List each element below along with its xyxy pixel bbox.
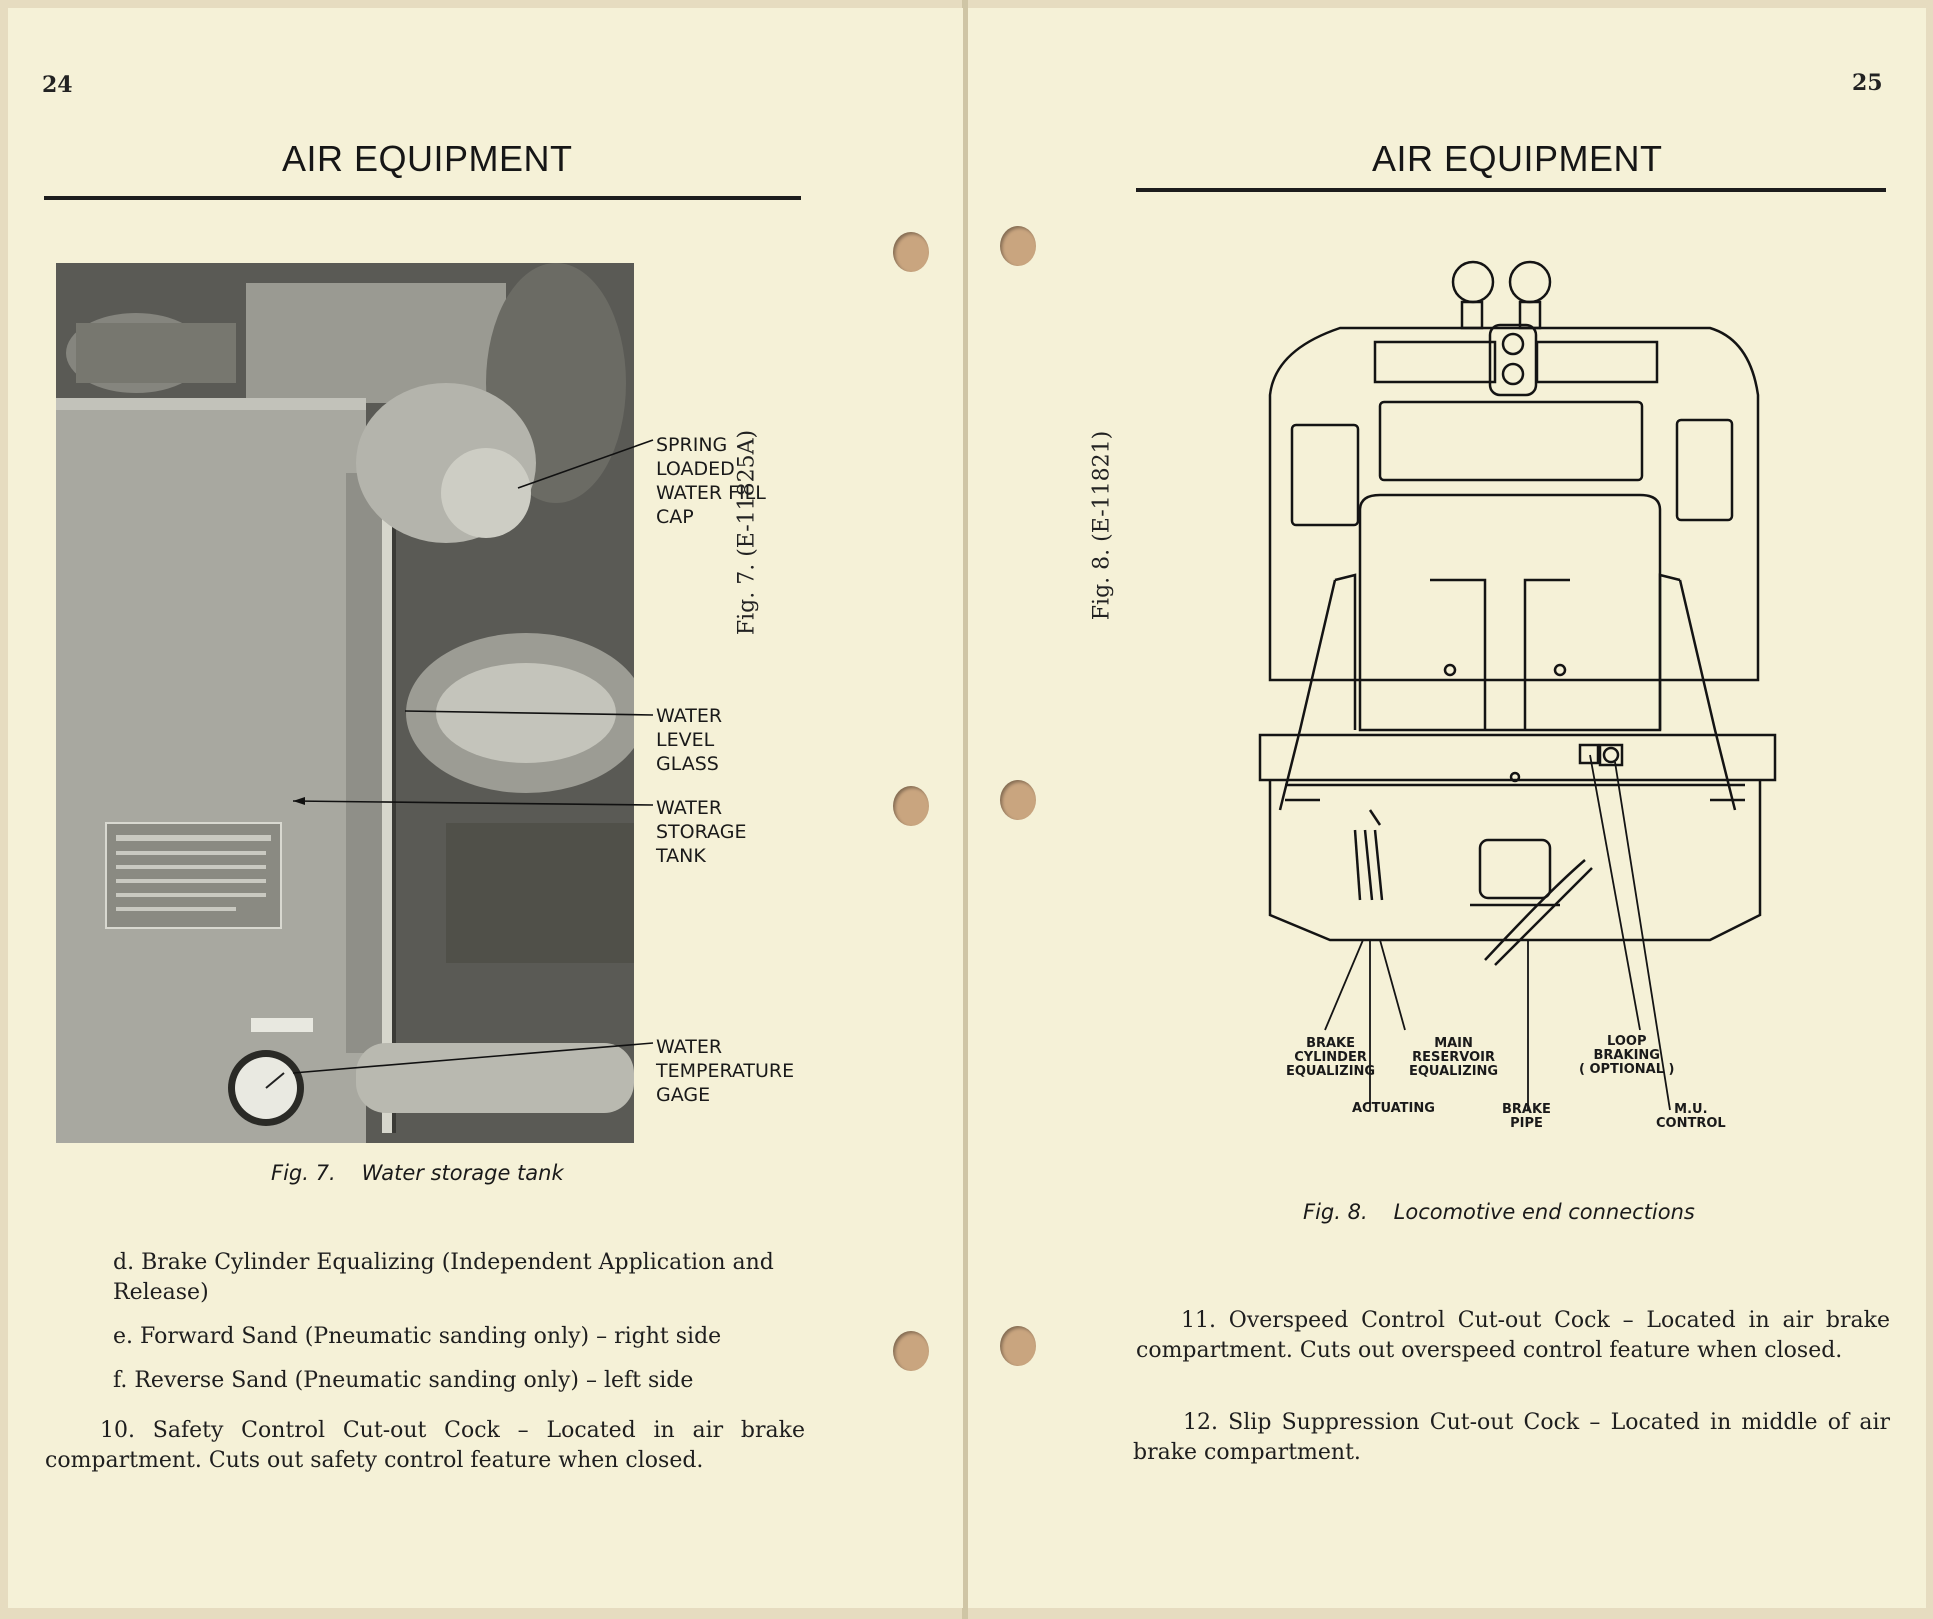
callout-water-temperature-gage: WATER TEMPERATURE GAGE [656, 1036, 795, 1106]
label-actuating: ACTUATING [1352, 1101, 1435, 1116]
list-item-text: Reverse Sand (Pneumatic sanding only) – left side [134, 1368, 694, 1393]
list-item-label: f. [113, 1368, 128, 1393]
binder-hole-left-3 [893, 1331, 929, 1371]
binder-hole-left-1 [893, 232, 929, 272]
list-item-text: Forward Sand (Pneumatic sanding only) – right side [140, 1324, 722, 1349]
page-header-left: AIR EQUIPMENT [282, 138, 573, 179]
figure-7-caption-text: Water storage tank [361, 1161, 564, 1185]
list-item-text: Brake Cylinder Equalizing (Independent Application and Release) [113, 1250, 774, 1305]
figure-8-vertical-label: Fig. 8. (E-11821) [1089, 430, 1115, 621]
figure-8-caption-text: Locomotive end connections [1393, 1200, 1695, 1224]
paragraph-11: 11. Overspeed Control Cut-out Cock – Located in air brake compartment. Cuts out overspeed control feature when closed. [1136, 1308, 1890, 1363]
list-item-label: e. [113, 1324, 134, 1349]
figure-7-caption [271, 1161, 564, 1185]
list-item-e [113, 1322, 803, 1352]
figure-8-caption [1303, 1200, 1695, 1224]
left-page [8, 8, 963, 1608]
callout-spring-loaded-fill-cap: SPRING LOADED WATER FILL CAP [656, 434, 766, 528]
page-number-right: 25 [1852, 70, 1883, 96]
figure-8-caption-label: Fig. 8. [1303, 1200, 1368, 1224]
figure-7-caption-label: Fig. 7. [271, 1161, 336, 1185]
callout-leaders [8, 8, 963, 1208]
list-item-label: d. [113, 1250, 135, 1275]
figure-7-vertical-label: Fig. 7. (E-11825A) [734, 429, 760, 636]
list-item-d [113, 1248, 803, 1308]
label-brake-pipe: BRAKE PIPE [1502, 1102, 1551, 1131]
label-main-reservoir-equalizing: MAIN RESERVOIR EQUALIZING [1409, 1036, 1499, 1079]
header-rule-right [1136, 188, 1886, 192]
page-header-right: AIR EQUIPMENT [1372, 138, 1663, 179]
label-mu-control: M.U. CONTROL [1656, 1102, 1726, 1131]
binder-hole-left-2 [893, 786, 929, 826]
callout-water-storage-tank: WATER STORAGE TANK [656, 797, 747, 867]
paragraph-10: 10. Safety Control Cut-out Cock – Located in air brake compartment. Cuts out safety control feature when closed. [45, 1418, 805, 1473]
list-item-f [113, 1366, 803, 1396]
locomotive-end-diagram [1240, 250, 1800, 1150]
page-number-left: 24 [42, 72, 73, 98]
label-brake-cylinder-equalizing: BRAKE CYLINDER EQUALIZING [1286, 1036, 1376, 1079]
label-loop-braking: LOOP BRAKING ( OPTIONAL ) [1579, 1034, 1675, 1077]
callout-water-level-glass: WATER LEVEL GLASS [656, 705, 723, 775]
paragraph-12: 12. Slip Suppression Cut-out Cock – Located in middle of air brake compartment. [1133, 1410, 1890, 1465]
